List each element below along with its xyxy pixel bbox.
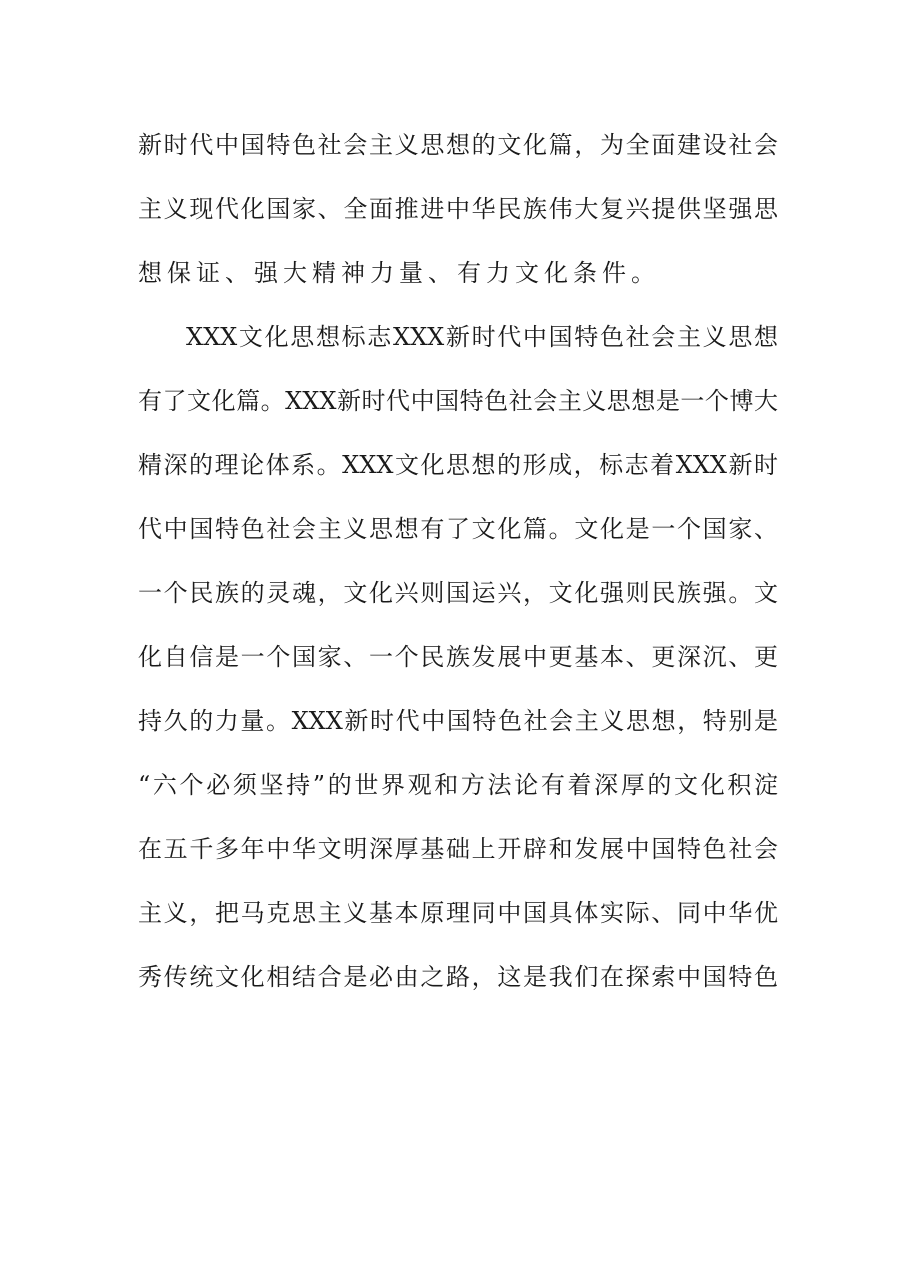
text-line: 持久的力量。XXX新时代中国特色社会主义思想，特别是 xyxy=(138,707,778,735)
paragraph-1 xyxy=(138,118,778,310)
paragraph-2 xyxy=(138,310,778,1014)
text-line: 想保证、强大精神力量、有力文化条件。 xyxy=(138,259,660,287)
text-line: XXX文化思想标志XXX新时代中国特色社会主义思想 xyxy=(186,323,778,351)
text-line: 主义现代化国家、全面推进中华民族伟大复兴提供坚强思 xyxy=(138,195,778,223)
document-body xyxy=(138,118,778,1014)
text-line: 秀传统文化相结合是必由之路，这是我们在探索中国特色 xyxy=(138,963,778,991)
text-line: 主义，把马克思主义基本原理同中国具体实际、同中华优 xyxy=(138,899,778,927)
text-line: 在五千多年中华文明深厚基础上开辟和发展中国特色社会 xyxy=(138,835,778,863)
text-line: 代中国特色社会主义思想有了文化篇。文化是一个国家、 xyxy=(138,515,778,543)
text-line: 一个民族的灵魂，文化兴则国运兴，文化强则民族强。文 xyxy=(138,579,778,607)
text-line: “六个必须坚持”的世界观和方法论有着深厚的文化积淀 xyxy=(138,771,778,799)
text-line: 精深的理论体系。XXX文化思想的形成，标志着XXX新时 xyxy=(138,451,778,479)
text-line: 化自信是一个国家、一个民族发展中更基本、更深沉、更 xyxy=(138,643,778,671)
text-line: 有了文化篇。XXX新时代中国特色社会主义思想是一个博大 xyxy=(138,387,778,415)
text-line: 新时代中国特色社会主义思想的文化篇，为全面建设社会 xyxy=(138,131,778,159)
